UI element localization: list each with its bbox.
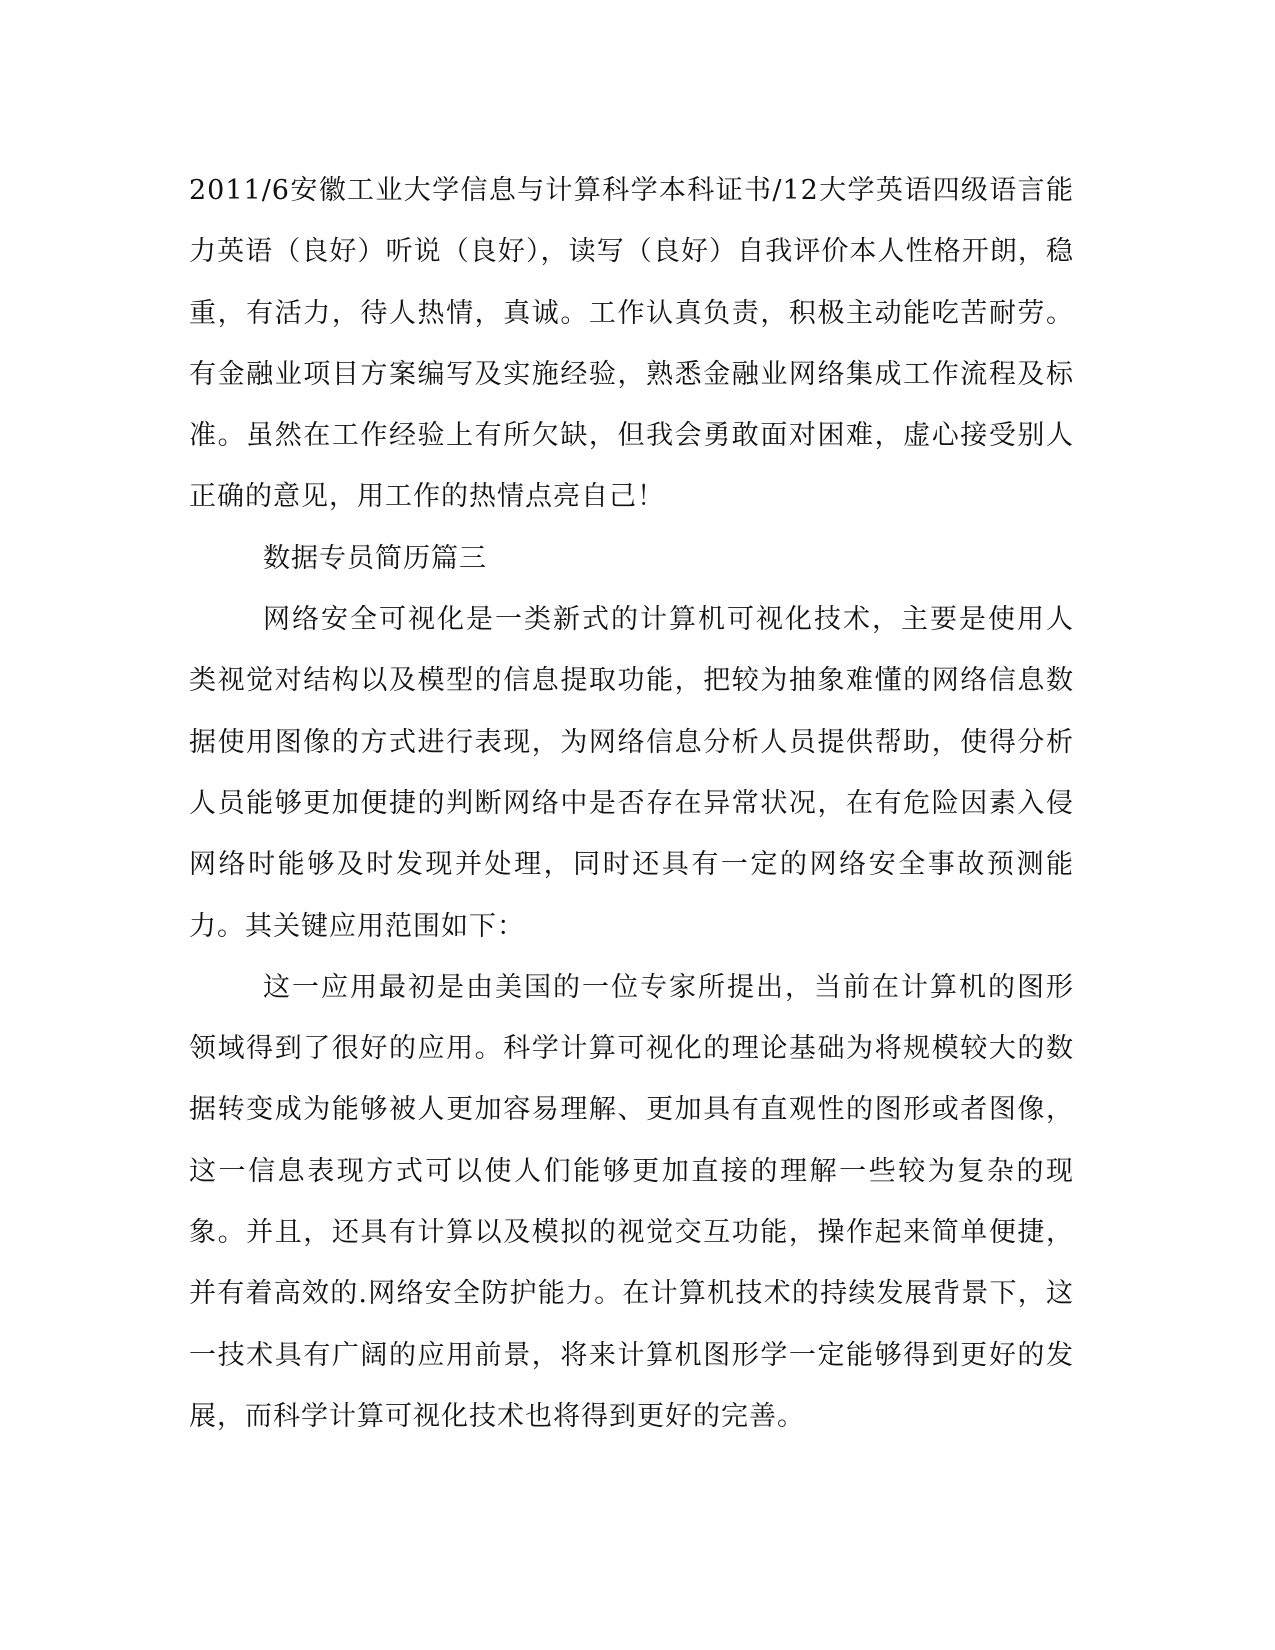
paragraph-education-self-evaluation: 2011/6安徽工业大学信息与计算科学本科证书/12大学英语四级语言能力英语（良好）听说（良好），读写（良好）自我评价本人性格开朗，稳重，有活力，待人热情，真诚。工作认真负责，积极主动能吃苦耐劳。有金融业项目方案编写及实施经验，熟悉金融业网络集成工作流程及标准。虽然在工作经验上有所欠缺，但我会勇敢面对困难，虚心接受别人正确的意见，用工作的热情点亮自己！: [189, 175, 1074, 513]
document-body: [189, 160, 1074, 1447]
paragraph-network-security-visualization: 网络安全可视化是一类新式的计算机可视化技术，主要是使用人类视觉对结构以及模型的信息提取功能，把较为抽象难懂的网络信息数据使用图像的方式进行表现，为网络信息分析人员提供帮助，使得分析人员能够更加便捷的判断网络中是否存在异常状况，在有危险因素入侵网络时能够及时发现并处理，同时还具有一定的网络安全事故预测能力。其关键应用范围如下：: [189, 604, 1074, 942]
section-heading: 数据专员简历篇三: [263, 542, 487, 574]
paragraph-scientific-visualization: 这一应用最初是由美国的一位专家所提出，当前在计算机的图形领域得到了很好的应用。科学计算可视化的理论基础为将规模较大的数据转变成为能够被人更加容易理解、更加具有直观性的图形或者图像，这一信息表现方式可以使人们能够更加直接的理解一些较为复杂的现象。并且，还具有计算以及模拟的视觉交互功能，操作起来简单便捷，并有着高效的.网络安全防护能力。在计算机技术的持续发展背景下，这一技术具有广阔的应用前景，将来计算机图形学一定能够得到更好的发展，而科学计算可视化技术也将得到更好的完善。: [189, 971, 1074, 1432]
